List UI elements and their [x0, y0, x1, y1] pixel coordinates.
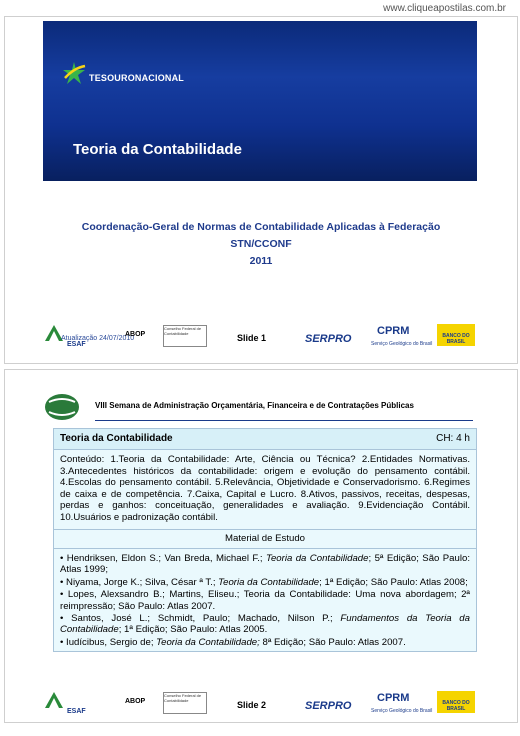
slide-number: Slide 1 [237, 333, 267, 343]
course-header [54, 429, 476, 450]
esaf-logo: ESAF [67, 341, 86, 348]
slide-2 [4, 369, 518, 723]
reference-item: • Niyama, Jorge K.; Silva, César ª T.; Teoria da Contabilidade; 1ª Edição; São Paulo: Atlas 2008; [60, 576, 468, 588]
tesouro-star-icon [61, 60, 87, 86]
serpro-logo: SERPRO [305, 700, 352, 712]
coordination-text: Coordenação-Geral de Normas de Contabilidade Aplicadas à Federação [81, 221, 441, 233]
dept-text: STN/CCONF [230, 238, 292, 250]
slide1-footer [5, 321, 517, 351]
reference-list [54, 549, 476, 651]
cprm-subtitle: Serviço Geológico do Brasil [371, 341, 433, 347]
serpro-logo: SERPRO [305, 333, 352, 345]
abop-logo: ABOP [125, 331, 146, 338]
bb-logo-text: BANCO DO BRASIL [442, 333, 470, 345]
reference-item: • Lopes, Alexsandro B.; Martins, Eliseu.; Teoria da Contabilidade: Uma nova abordagem; 2ª reimpressão; São Paulo: Atlas 2007. [60, 589, 470, 612]
reference-item: • Santos, José L.; Schmidt, Paulo; Machado, Nilson P.; Fundamentos da Teoria da Contabilidade; 1ª Edição; São Paulo: Atlas 2005. [60, 613, 470, 636]
bb-logo-text: BANCO DO BRASIL [442, 700, 470, 712]
tesouro-brand: TESOURONACIONAL [89, 73, 184, 83]
title-banner [43, 21, 477, 181]
course-title: Teoria da Contabilidade [60, 433, 173, 444]
abop-logo: ABOP [125, 698, 146, 705]
cfc-logo: Conselho Federal de Contabilidade [163, 325, 207, 347]
cprm-logo: CPRM [377, 692, 410, 704]
material-label: Material de Estudo [54, 530, 476, 549]
cprm-subtitle: Serviço Geológico do Brasil [371, 708, 433, 714]
reference-item: • Iudícibus, Sergio de; Teoria da Contabilidade; 8ª Edição; São Paulo: Atlas 2007. [60, 636, 406, 648]
course-hours: CH: 4 h [436, 433, 470, 444]
header-divider [95, 420, 473, 421]
bb-logo [437, 691, 475, 713]
slide-title: Teoria da Contabilidade [73, 141, 242, 158]
bb-logo [437, 324, 475, 346]
year-text: 2011 [249, 255, 273, 267]
esaf-logo: ESAF [67, 708, 86, 715]
globe-logo-icon [43, 392, 81, 422]
slide2-footer [5, 688, 517, 718]
update-note: Atualização 24/07/2010 [61, 335, 135, 342]
cfc-logo: Conselho Federal de Contabilidade [163, 692, 207, 714]
cprm-logo: CPRM [377, 325, 410, 337]
event-header: VIII Semana de Administração Orçamentária, Financeira e de Contratações Públicas [95, 401, 414, 410]
slide-number: Slide 2 [237, 700, 267, 710]
esaf-logo-icon [43, 690, 65, 710]
site-url: www.cliqueapostilas.com.br [383, 3, 506, 14]
course-table [53, 428, 477, 652]
slide-1 [4, 16, 518, 364]
course-content: Conteúdo: 1.Teoria da Contabilidade: Arte, Ciência ou Técnica? 2.Entidades Normativas. 3.Antecedentes históricos da contabilidade: origem e evolução do pensamento contábil. 4.Escolas do pensamento contábil. 5.Relevância, Objetividade e Conservadorismo. 6.Regimes de caixa e de competência. 7.Caixa, Capital e Lucro. 8.Ativos, passivos, receitas, despesas, perdas e ganhos: conceituação, generalidades e avaliação. 9.Evidenciação Contábil. 10.Usuários e padronização contábil. [54, 450, 476, 530]
reference-item: • Hendriksen, Eldon S.; Van Breda, Michael F.; Teoria da Contabilidade; 5ª Edição; São Paulo: Atlas 1999; [60, 553, 470, 576]
slide2-header [43, 390, 477, 424]
